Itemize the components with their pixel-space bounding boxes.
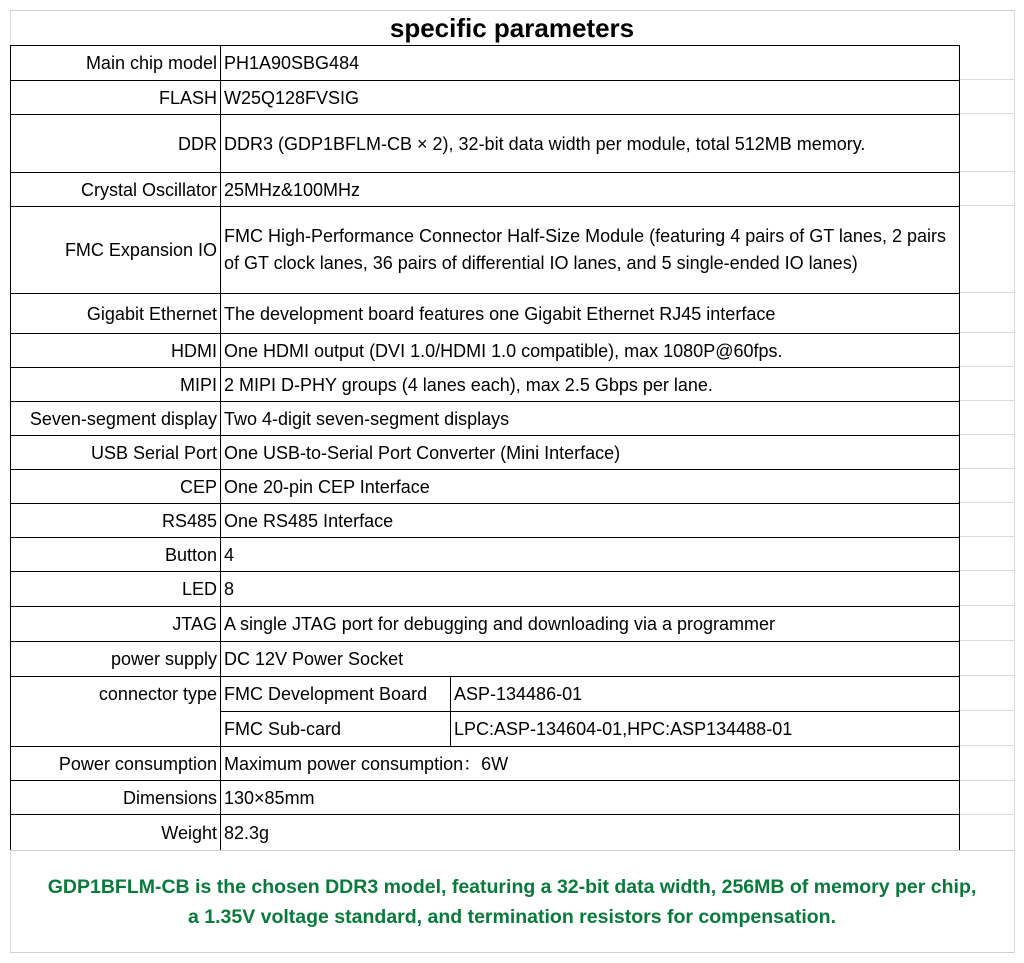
param-name: Dimensions — [11, 781, 221, 815]
table-row — [11, 538, 960, 572]
sheet-gridline — [958, 171, 1014, 172]
param-name: Crystal Oscillator — [11, 173, 221, 207]
table-row — [11, 677, 960, 712]
sheet-gridline — [958, 205, 1014, 206]
table-row — [11, 334, 960, 368]
table-row — [11, 504, 960, 538]
sheet-gridline — [958, 745, 1014, 746]
table-row — [11, 81, 960, 115]
table-row — [11, 781, 960, 815]
param-value: Maximum power consumption：6W — [221, 747, 960, 781]
sheet-gridline — [958, 79, 1014, 80]
table-row — [11, 642, 960, 677]
param-value: The development board features one Gigabit Ethernet RJ45 interface — [221, 294, 960, 334]
param-value: One HDMI output (DVI 1.0/HDMI 1.0 compatible), max 1080P@60fps. — [221, 334, 960, 368]
sheet-gridline — [958, 434, 1014, 435]
table-row — [11, 747, 960, 781]
param-name: JTAG — [11, 607, 221, 642]
param-value: DDR3 (GDP1BFLM-CB × 2), 32-bit data width per module, total 512MB memory. — [221, 115, 960, 173]
param-value: DC 12V Power Socket — [221, 642, 960, 677]
param-name: connector type — [11, 677, 221, 747]
param-name: Gigabit Ethernet — [11, 294, 221, 334]
sheet-gridline — [958, 292, 1014, 293]
param-name: RS485 — [11, 504, 221, 538]
table-row — [11, 572, 960, 607]
connector-value: LPC:ASP-134604-01,HPC:ASP134488-01 — [451, 712, 960, 747]
param-name: FMC Expansion IO — [11, 207, 221, 294]
sheet-gridline — [958, 675, 1014, 676]
sheet-gridline — [958, 570, 1014, 571]
table-row — [11, 173, 960, 207]
param-name: USB Serial Port — [11, 436, 221, 470]
table-row — [11, 470, 960, 504]
param-value: 4 — [221, 538, 960, 572]
sheet-gridline — [958, 536, 1014, 537]
footnote-text: GDP1BFLM-CB is the chosen DDR3 model, featuring a 32-bit data width, 256MB of memory per chip, a 1.35V voltage standard, and termination resistors for compensation. — [47, 875, 977, 928]
table-row — [11, 368, 960, 402]
sheet-gridline — [958, 780, 1014, 781]
sheet-gridline — [958, 502, 1014, 503]
sheet-gridline — [958, 113, 1014, 114]
connector-value: ASP-134486-01 — [451, 677, 960, 712]
param-name: Main chip model — [11, 46, 221, 81]
param-value: Two 4-digit seven-segment displays — [221, 402, 960, 436]
param-name: Seven-segment display — [11, 402, 221, 436]
sheet-gridline — [958, 468, 1014, 469]
sheet-gridline — [958, 605, 1014, 606]
table-row — [11, 115, 960, 173]
table-row — [11, 815, 960, 851]
ddr-footnote — [10, 850, 1014, 953]
parameters-table — [10, 45, 960, 851]
table-row — [11, 207, 960, 294]
table-row — [11, 402, 960, 436]
param-value: 25MHz&100MHz — [221, 173, 960, 207]
param-name: FLASH — [11, 81, 221, 115]
param-value: W25Q128FVSIG — [221, 81, 960, 115]
param-value: 82.3g — [221, 815, 960, 851]
param-name: HDMI — [11, 334, 221, 368]
param-value: One 20-pin CEP Interface — [221, 470, 960, 504]
connector-label: FMC Development Board — [221, 677, 451, 712]
sheet-gridline — [958, 366, 1014, 367]
connector-label: FMC Sub-card — [221, 712, 451, 747]
param-value: PH1A90SBG484 — [221, 46, 960, 81]
param-name: LED — [11, 572, 221, 607]
param-name: Weight — [11, 815, 221, 851]
param-value: 2 MIPI D-PHY groups (4 lanes each), max 2.5 Gbps per lane. — [221, 368, 960, 402]
table-row — [11, 294, 960, 334]
page-title: specific parameters — [10, 10, 1014, 46]
sheet-gridline — [958, 814, 1014, 815]
param-value: A single JTAG port for debugging and downloading via a programmer — [221, 607, 960, 642]
param-value: 130×85mm — [221, 781, 960, 815]
sheet-gridline — [958, 710, 1014, 711]
table-row — [11, 46, 960, 81]
param-name: DDR — [11, 115, 221, 173]
param-value: One USB-to-Serial Port Converter (Mini Interface) — [221, 436, 960, 470]
param-name: Power consumption — [11, 747, 221, 781]
table-row — [11, 436, 960, 470]
param-value: One RS485 Interface — [221, 504, 960, 538]
sheet-gridline — [958, 400, 1014, 401]
sheet-gridline — [958, 640, 1014, 641]
sheet-gridline — [1014, 10, 1015, 953]
param-name: Button — [11, 538, 221, 572]
param-name: power supply — [11, 642, 221, 677]
param-value: FMC High-Performance Connector Half-Size Module (featuring 4 pairs of GT lanes, 2 pairs of GT clock lanes, 36 pairs of differential IO lanes, and 5 single-ended IO lanes) — [221, 207, 960, 294]
param-name: CEP — [11, 470, 221, 504]
param-value: 8 — [221, 572, 960, 607]
table-row — [11, 607, 960, 642]
param-name: MIPI — [11, 368, 221, 402]
sheet-gridline — [958, 332, 1014, 333]
